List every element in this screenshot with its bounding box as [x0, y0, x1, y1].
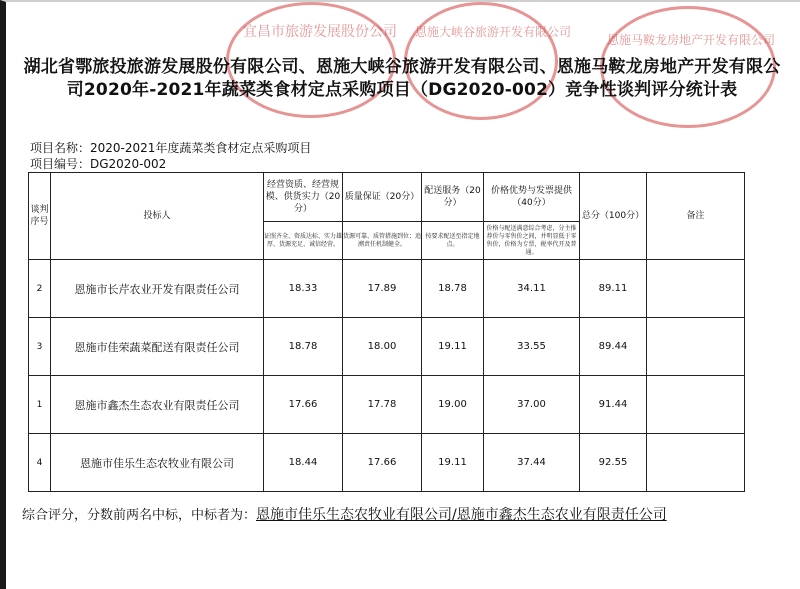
- header-bidder: 投标人: [51, 173, 264, 260]
- document-title: 湖北省鄂旅投旅游发展股份有限公司、恩施大峡谷旅游开发有限公司、恩施马鞍龙房地产开发有限公司2020年-2021年蔬菜类食材定点采购项目（DG2020-002）竞争性谈判评分统计表: [23, 57, 781, 100]
- desc-qualification: 证照齐全、资质达标、实力雄厚、货源充足、诚信经营。: [264, 222, 343, 260]
- seal-text-right: 恩施马鞍龙房地产开发有限公司: [607, 33, 776, 47]
- cell-bidder: 恩施市佳乐生态农牧业有限公司: [51, 434, 264, 492]
- cell-seq: 2: [29, 260, 51, 318]
- cell-qualification: 18.78: [264, 318, 343, 376]
- cell-delivery: 19.00: [422, 376, 484, 434]
- summary-label: 综合评分，分数前两名中标，中标者为：: [22, 508, 257, 523]
- desc-price: 价格与配送满意综合考虑，分主推荐价与零售价之间，并明显低于零售价，价格为专票，税率代开及普通。: [484, 222, 580, 260]
- cell-total: 91.44: [580, 376, 647, 434]
- cell-remark: [647, 376, 745, 434]
- cell-delivery: 19.11: [422, 318, 484, 376]
- cell-delivery: 18.78: [422, 260, 484, 318]
- cell-bidder: 恩施市佳荣蔬菜配送有限责任公司: [51, 318, 264, 376]
- cell-remark: [647, 318, 745, 376]
- header-row: [29, 173, 745, 222]
- project-name: 项目名称：2020-2021年度蔬菜类食材定点采购项目: [30, 141, 312, 155]
- cell-qualification: 18.44: [264, 434, 343, 492]
- cell-delivery: 19.11: [422, 434, 484, 492]
- header-total: 总分（100分）: [580, 173, 647, 260]
- cell-quality: 18.00: [343, 318, 422, 376]
- table-row: [29, 260, 745, 318]
- cell-qualification: 18.33: [264, 260, 343, 318]
- cell-total: 89.44: [580, 318, 647, 376]
- desc-quality: 货源可靠、质管措施到位；追溯责任机制健全。: [343, 222, 422, 260]
- cell-quality: 17.78: [343, 376, 422, 434]
- cell-quality: 17.89: [343, 260, 422, 318]
- cell-price: 34.11: [484, 260, 580, 318]
- header-delivery: 配送服务（20分）: [422, 173, 484, 222]
- cell-bidder: 恩施市鑫杰生态农业有限责任公司: [51, 376, 264, 434]
- header-qualification: 经营资质、经营规模、供货实力（20分）: [264, 173, 343, 222]
- winning-bidders: 恩施市佳乐生态农牧业有限公司/恩施市鑫杰生态农业有限责任公司: [256, 507, 667, 523]
- cell-total: 92.55: [580, 434, 647, 492]
- header-seq: 谈判序号: [29, 173, 51, 260]
- header-remark: 备注: [647, 173, 745, 260]
- cell-bidder: 恩施市长芹农业开发有限责任公司: [51, 260, 264, 318]
- cell-price: 37.00: [484, 376, 580, 434]
- cell-qualification: 17.66: [264, 376, 343, 434]
- desc-delivery: 按要求配送至指定地点。: [422, 222, 484, 260]
- table-row: [29, 318, 745, 376]
- seal-text-middle: 恩施大峡谷旅游开发有限公司: [415, 25, 572, 39]
- table-row: [29, 376, 745, 434]
- table-row: [29, 434, 745, 492]
- cell-price: 33.55: [484, 318, 580, 376]
- cell-quality: 17.66: [343, 434, 422, 492]
- award-summary: [22, 504, 667, 524]
- cell-remark: [647, 434, 745, 492]
- cell-remark: [647, 260, 745, 318]
- header-price: 价格优势与发票提供（40分）: [484, 173, 580, 222]
- seal-text-left: 宜昌市旅游发展股份公司: [243, 24, 397, 40]
- score-table: [28, 172, 745, 492]
- cell-seq: 4: [29, 434, 51, 492]
- header-quality: 质量保证（20分）: [343, 173, 422, 222]
- cell-seq: 3: [29, 318, 51, 376]
- cell-total: 89.11: [580, 260, 647, 318]
- cell-seq: 1: [29, 376, 51, 434]
- project-code: 项目编号：DG2020-002: [30, 157, 167, 171]
- cell-price: 37.44: [484, 434, 580, 492]
